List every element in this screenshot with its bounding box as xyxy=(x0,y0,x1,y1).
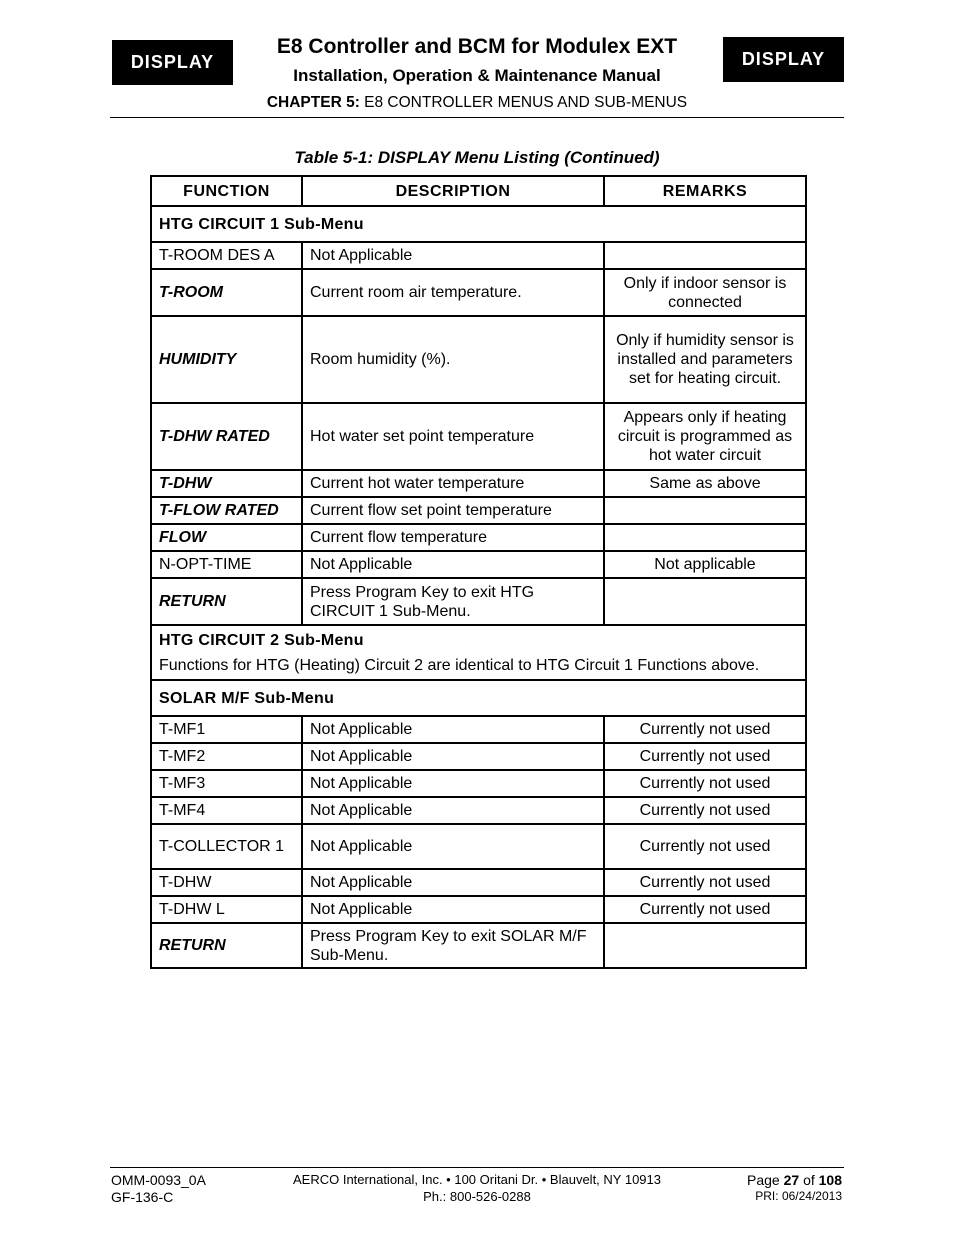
remarks-cell: Currently not used xyxy=(604,743,806,770)
table-row xyxy=(151,524,806,551)
page-total: 108 xyxy=(818,1172,842,1188)
table-row xyxy=(151,716,806,743)
description-cell: Current room air temperature. xyxy=(302,269,604,316)
description-cell: Not Applicable xyxy=(302,551,604,578)
document-title: E8 Controller and BCM for Modulex EXT xyxy=(276,35,678,58)
chapter-text: E8 CONTROLLER MENUS AND SUB-MENUS xyxy=(364,94,688,111)
function-cell: RETURN xyxy=(151,578,302,625)
page-label: Page xyxy=(747,1172,780,1188)
display-badge-left: DISPLAY xyxy=(112,40,233,85)
description-cell: Press Program Key to exit SOLAR M/F Sub-Menu. xyxy=(302,923,604,968)
remarks-cell xyxy=(604,242,806,269)
table-row xyxy=(151,497,806,524)
table-row xyxy=(151,242,806,269)
function-cell: T-ROOM xyxy=(151,269,302,316)
function-cell: HUMIDITY xyxy=(151,316,302,403)
table-header-row xyxy=(151,176,806,206)
display-badge-right: DISPLAY xyxy=(723,37,844,82)
remarks-cell: Currently not used xyxy=(604,770,806,797)
table-row xyxy=(151,869,806,896)
section-title: HTG CIRCUIT 1 Sub-Menu xyxy=(151,206,806,242)
description-cell: Current hot water temperature xyxy=(302,470,604,497)
remarks-cell xyxy=(604,578,806,625)
remarks-cell: Same as above xyxy=(604,470,806,497)
function-cell: T-MF3 xyxy=(151,770,302,797)
footer-divider xyxy=(110,1167,844,1168)
table-row xyxy=(151,824,806,869)
function-cell: T-COLLECTOR 1 xyxy=(151,824,302,869)
company-address: AERCO International, Inc. • 100 Oritani Dr. • Blauvelt, NY 10913 xyxy=(293,1172,661,1187)
function-cell: T-DHW L xyxy=(151,896,302,923)
section-row-htg-circuit-2 xyxy=(151,625,806,680)
remarks-cell: Not applicable xyxy=(604,551,806,578)
description-cell: Not Applicable xyxy=(302,743,604,770)
function-cell: RETURN xyxy=(151,923,302,968)
section-title: HTG CIRCUIT 2 Sub-Menu xyxy=(159,632,364,649)
function-cell: T-DHW xyxy=(151,470,302,497)
function-cell: T-MF4 xyxy=(151,797,302,824)
table-row xyxy=(151,403,806,470)
document-subtitle: Installation, Operation & Maintenance Manual xyxy=(293,66,661,85)
function-cell: T-FLOW RATED xyxy=(151,497,302,524)
table-row xyxy=(151,316,806,403)
table-row xyxy=(151,923,806,968)
section-title: SOLAR M/F Sub-Menu xyxy=(151,680,806,716)
remarks-cell: Currently not used xyxy=(604,896,806,923)
page-current: 27 xyxy=(783,1172,800,1188)
column-header-function: FUNCTION xyxy=(151,176,302,206)
chapter-label: CHAPTER 5: xyxy=(266,94,360,111)
page-of: of xyxy=(803,1172,815,1188)
table-row xyxy=(151,551,806,578)
column-header-description: DESCRIPTION xyxy=(302,176,604,206)
function-cell: T-DHW RATED xyxy=(151,403,302,470)
section-block xyxy=(151,625,806,680)
remarks-cell: Currently not used xyxy=(604,716,806,743)
chapter-heading xyxy=(0,94,954,112)
remarks-cell: Only if indoor sensor is connected xyxy=(604,269,806,316)
description-cell: Not Applicable xyxy=(302,824,604,869)
table-row xyxy=(151,896,806,923)
section-text: Functions for HTG (Heating) Circuit 2 are identical to HTG Circuit 1 Functions above. xyxy=(159,657,760,674)
description-cell: Not Applicable xyxy=(302,896,604,923)
remarks-cell xyxy=(604,923,806,968)
description-cell: Current flow set point temperature xyxy=(302,497,604,524)
doc-number: OMM-0093_0A xyxy=(111,1172,206,1188)
description-cell: Not Applicable xyxy=(302,770,604,797)
description-cell: Current flow temperature xyxy=(302,524,604,551)
description-cell: Not Applicable xyxy=(302,242,604,269)
table-caption: Table 5-1: DISPLAY Menu Listing (Continued) xyxy=(294,148,660,167)
remarks-cell xyxy=(604,524,806,551)
table-row xyxy=(151,743,806,770)
function-cell: T-MF2 xyxy=(151,743,302,770)
description-cell: Not Applicable xyxy=(302,869,604,896)
description-cell: Room humidity (%). xyxy=(302,316,604,403)
function-cell: T-ROOM DES A xyxy=(151,242,302,269)
function-cell: T-MF1 xyxy=(151,716,302,743)
remarks-cell xyxy=(604,497,806,524)
section-row-htg-circuit-1 xyxy=(151,206,806,242)
section-row-solar-mf xyxy=(151,680,806,716)
header-divider xyxy=(110,117,844,118)
display-menu-table xyxy=(150,175,807,969)
function-cell: FLOW xyxy=(151,524,302,551)
remarks-cell: Only if humidity sensor is installed and parameters set for heating circuit. xyxy=(604,316,806,403)
page-number xyxy=(747,1172,842,1188)
remarks-cell: Currently not used xyxy=(604,824,806,869)
description-cell: Not Applicable xyxy=(302,716,604,743)
company-phone: Ph.: 800-526-0288 xyxy=(423,1189,531,1204)
remarks-cell: Currently not used xyxy=(604,869,806,896)
table-row xyxy=(151,770,806,797)
column-header-remarks: REMARKS xyxy=(604,176,806,206)
function-cell: N-OPT-TIME xyxy=(151,551,302,578)
table-row xyxy=(151,269,806,316)
description-cell: Press Program Key to exit HTG CIRCUIT 1 Sub-Menu. xyxy=(302,578,604,625)
description-cell: Hot water set point temperature xyxy=(302,403,604,470)
table-row xyxy=(151,578,806,625)
form-number: GF-136-C xyxy=(111,1189,174,1205)
table-row xyxy=(151,797,806,824)
function-cell: T-DHW xyxy=(151,869,302,896)
remarks-cell: Currently not used xyxy=(604,797,806,824)
remarks-cell: Appears only if heating circuit is programmed as hot water circuit xyxy=(604,403,806,470)
description-cell: Not Applicable xyxy=(302,797,604,824)
table-row xyxy=(151,470,806,497)
revision-date: PRI: 06/24/2013 xyxy=(755,1189,842,1203)
